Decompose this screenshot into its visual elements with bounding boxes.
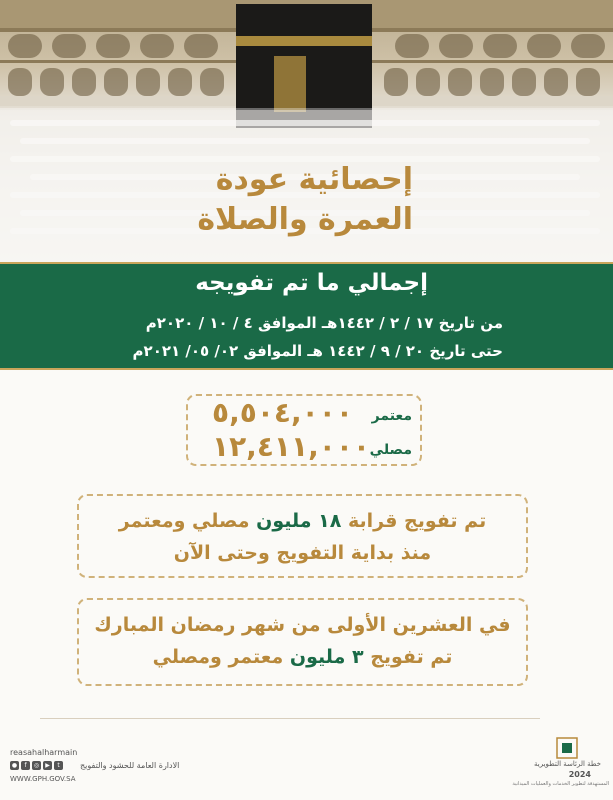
banner-title: إجمالي ما تم تفويجه (195, 270, 428, 296)
umrah-count: ٥,٥٠٤,٠٠٠ (212, 396, 353, 429)
department-name: الادارة العامة للحشود والتفويج (80, 761, 180, 770)
hero-title-line1: إحصائية عودة (215, 162, 413, 197)
hero-photo (0, 0, 613, 262)
plan-logo-icon (556, 737, 578, 759)
website-link[interactable]: WWW.GPH.GOV.SA (10, 775, 76, 783)
prayer-label: مصلي (369, 442, 412, 458)
date-range-from: من تاريخ ١٧ / ٢ / ١٤٤٢هـ الموافق ٤ / ١٠ / ٢٠٢٠م (145, 314, 503, 332)
hero-title-line2: العمرة والصلاة (197, 202, 413, 237)
social-icons (10, 761, 63, 770)
cumulative-line1 (93, 510, 512, 532)
ramadan-text-a: تم تفويج (370, 646, 453, 668)
ramadan-box (77, 598, 528, 686)
instagram-icon[interactable]: ◎ (33, 762, 40, 769)
umrah-label: معتمر (371, 408, 412, 424)
cumulative-box (77, 494, 528, 578)
ramadan-text-c: معتمر ومصلي (152, 646, 284, 668)
cumulative-text-a: تم تفويج قرابة (347, 510, 487, 532)
facebook-icon[interactable]: f (21, 761, 30, 770)
date-range-to: حتى تاريخ ٢٠ / ٩ / ١٤٤٢ هـ الموافق ٠٢/ ٠٥/ ٢٠٢١م (132, 342, 503, 360)
summary-banner (0, 262, 613, 370)
ramadan-highlight: ٣ مليون (289, 646, 364, 668)
cumulative-text-c: مصلي ومعتمر (118, 510, 250, 532)
cumulative-line2: منذ بداية التفويج وحتى الآن (173, 542, 432, 564)
ramadan-line1: في العشرين الأولى من شهر رمضان المبارك (94, 614, 511, 636)
footer-divider (40, 718, 540, 719)
ramadan-line2 (93, 646, 512, 668)
prayer-count: ١٢,٤١١,٠٠٠ (212, 430, 370, 463)
social-handle: reasahalharmain (10, 748, 78, 757)
totals-box (186, 394, 422, 466)
youtube-icon[interactable]: ▶ (43, 761, 52, 770)
plan-subtitle: المستهدفة لتطوير الخدمات والعمليات الميدانية (512, 781, 609, 787)
cumulative-highlight: ١٨ مليون (256, 510, 342, 532)
twitter-icon[interactable]: t (54, 761, 63, 770)
plan-year: 2024 (568, 770, 591, 779)
snapchat-icon[interactable]: ● (11, 762, 18, 769)
plan-name: خطة الرئاسة التطويرية (534, 760, 601, 768)
